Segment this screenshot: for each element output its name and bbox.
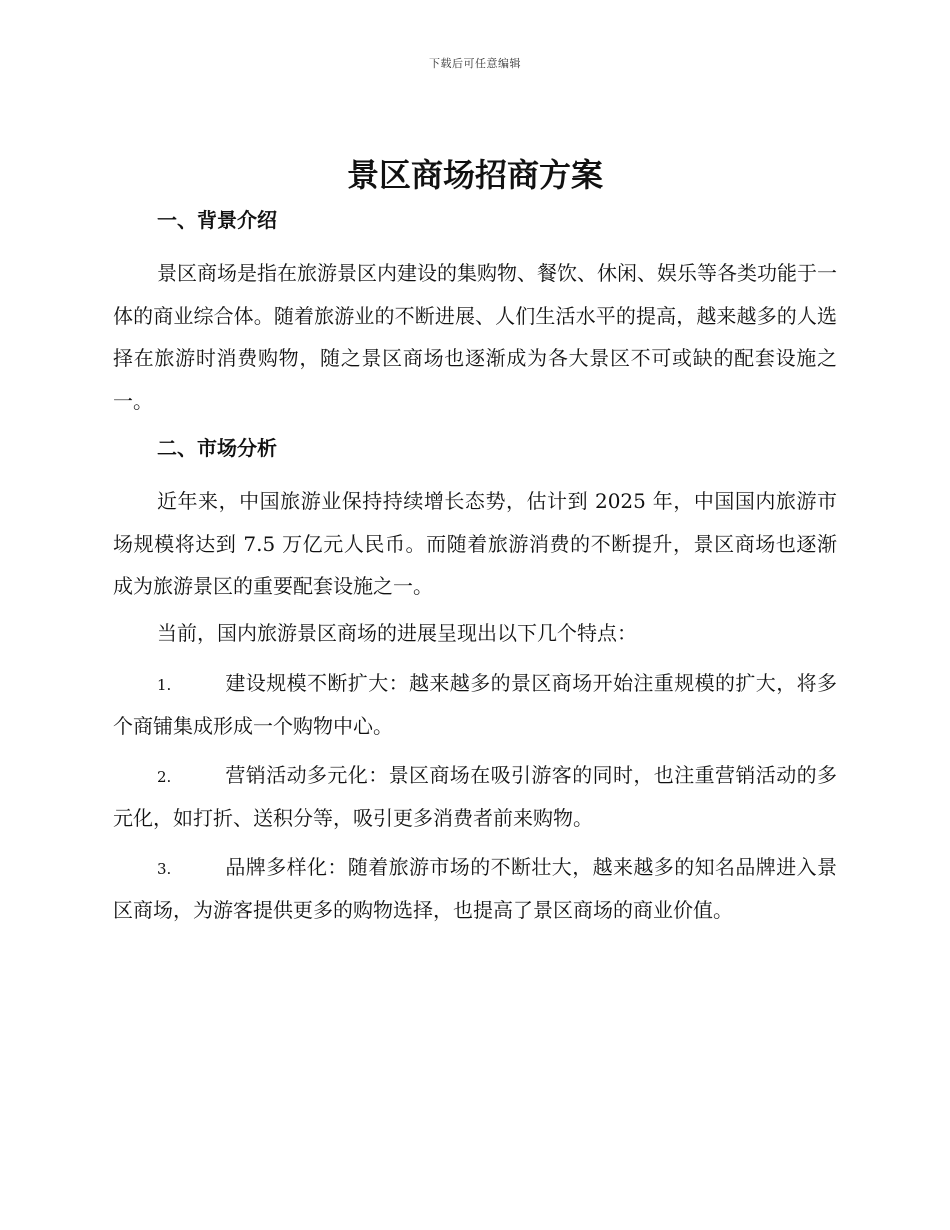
document-title: 景区商场招商方案	[346, 156, 603, 194]
list-item-text: 营销活动多元化：景区商场在吸引游客的同时，也注重营销活动的多元化，如打折、送积分等，吸引更多消费者前来购物。	[113, 763, 837, 830]
list-item-text: 建设规模不断扩大：越来越多的景区商场开始注重规模的扩大，将多个商铺集成形成一个购物中心。	[113, 671, 837, 738]
list-number: 1.	[157, 676, 172, 694]
list-number: 3.	[157, 860, 172, 878]
list-item-text: 品牌多样化：随着旅游市场的不断壮大，越来越多的知名品牌进入景区商场，为游客提供更多的购物选择，也提高了景区商场的商业价值。	[113, 855, 837, 922]
section-heading-background: 一、背景介绍	[157, 208, 277, 232]
header-note: 下载后可任意编辑	[429, 57, 521, 70]
section-heading-market-analysis: 二、市场分析	[157, 436, 277, 460]
document-body	[113, 200, 837, 930]
paragraph-current-features-intro: 当前，国内旅游景区商场的进展呈现出以下几个特点：	[157, 620, 637, 645]
list-number: 2.	[157, 768, 172, 786]
list-item-1	[113, 663, 837, 746]
list-item-3	[113, 847, 837, 930]
list-item-2	[113, 755, 837, 838]
paragraph-background: 景区商场是指在旅游景区内建设的集购物、餐饮、休闲、娱乐等各类功能于一体的商业综合体。随着旅游业的不断进展、人们生活水平的提高，越来越多的人选择在旅游时消费购物，随之景区商场也逐渐成为各大景区不可或缺的配套设施之一。	[113, 261, 837, 413]
paragraph-market-overview: 近年来，中国旅游业保持持续增长态势，估计到 2025 年，中国国内旅游市场规模将达到 7.5 万亿元人民币。而随着旅游消费的不断提升，景区商场也逐渐成为旅游景区的重要配套设施之一。	[113, 489, 837, 598]
